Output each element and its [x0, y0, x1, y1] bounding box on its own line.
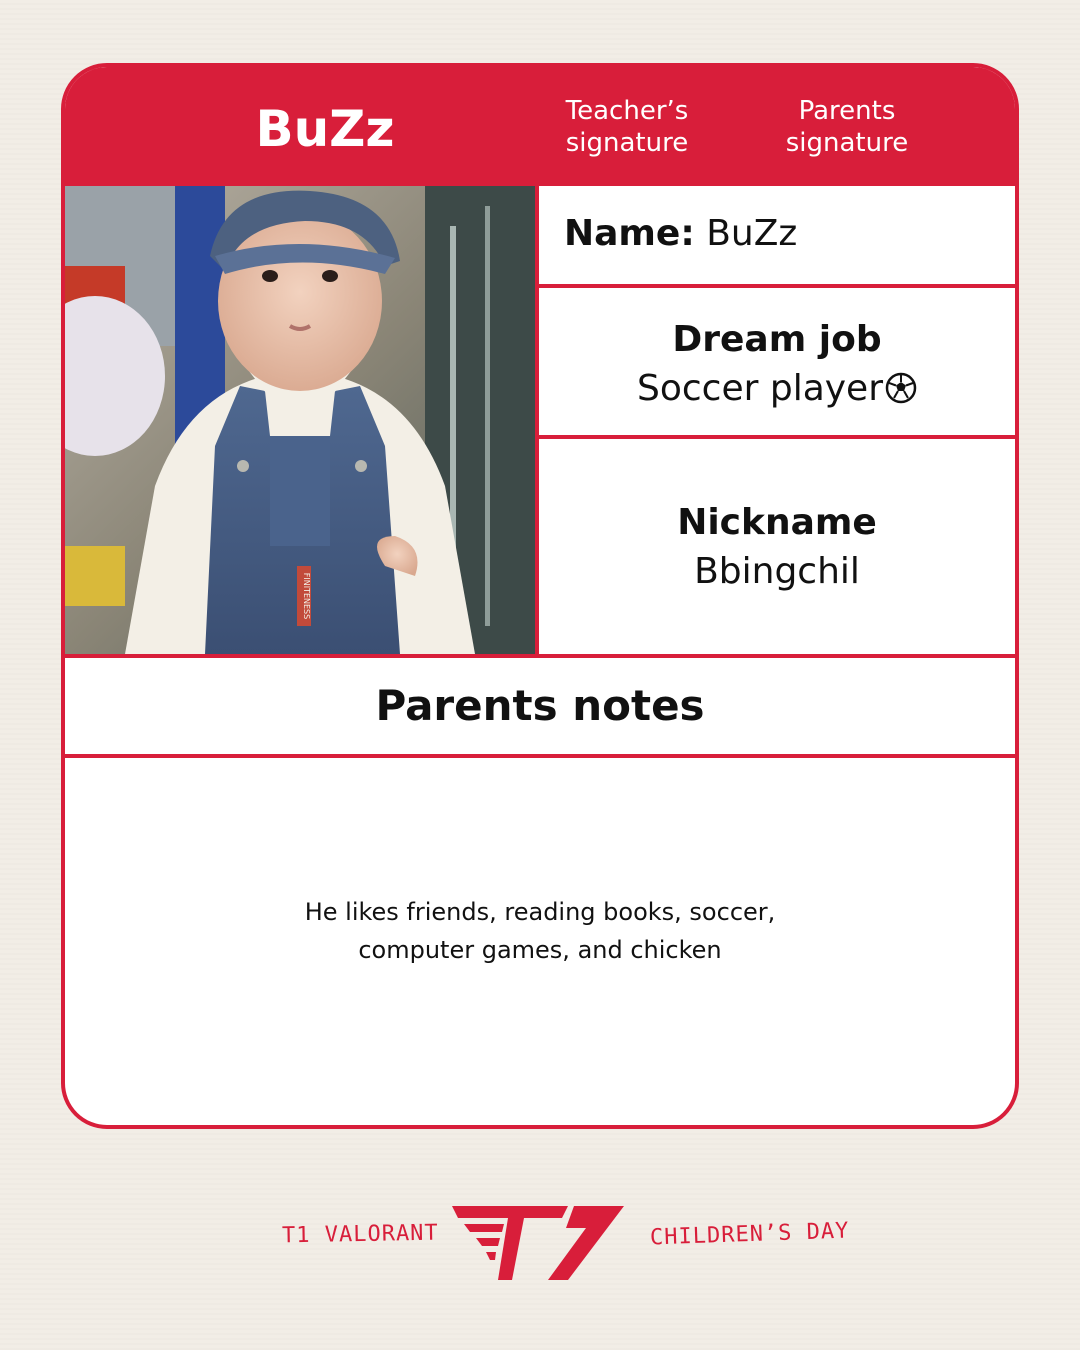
- child-photo: [65, 186, 535, 654]
- notes-line-2: computer games, and chicken: [358, 936, 722, 964]
- soccer-ball-icon: [885, 372, 917, 404]
- child-photo-illustration: [65, 186, 535, 654]
- overalls-label: FINITENESS: [302, 572, 311, 620]
- nickname-label: Nickname: [677, 502, 877, 543]
- name-divider: [539, 284, 1015, 288]
- parents-signature-label: Parents signature: [785, 96, 909, 158]
- name-field: [539, 186, 1015, 284]
- t1-logo: [452, 1206, 626, 1280]
- dream-job-value: Soccer player: [636, 368, 884, 409]
- footer-right-text: CHILDREN’S DAY: [649, 1218, 850, 1251]
- teacher-signature-label: Teacher’s signature: [565, 96, 689, 158]
- dream-job-value-line: [539, 364, 1015, 414]
- parents-notes-text: [65, 893, 1015, 969]
- name-label: Name:: [564, 213, 695, 254]
- notes-line-1: He likes friends, reading books, soccer,: [304, 898, 776, 926]
- footer-left-text: T1 VALORANT: [281, 1220, 439, 1249]
- name-value: BuZz: [706, 213, 798, 254]
- dream-job-field: [539, 316, 1015, 414]
- dream-job-divider: [539, 435, 1015, 439]
- notes-divider: [65, 754, 1015, 758]
- nickname-value: Bbingchil: [694, 551, 860, 592]
- profile-card: [61, 63, 1019, 1129]
- nickname-field: [539, 499, 1015, 597]
- header-player-name: BuZz: [255, 100, 395, 158]
- parents-notes-title: Parents notes: [375, 681, 705, 730]
- card-header: [65, 67, 1015, 186]
- dream-job-label: Dream job: [672, 319, 882, 360]
